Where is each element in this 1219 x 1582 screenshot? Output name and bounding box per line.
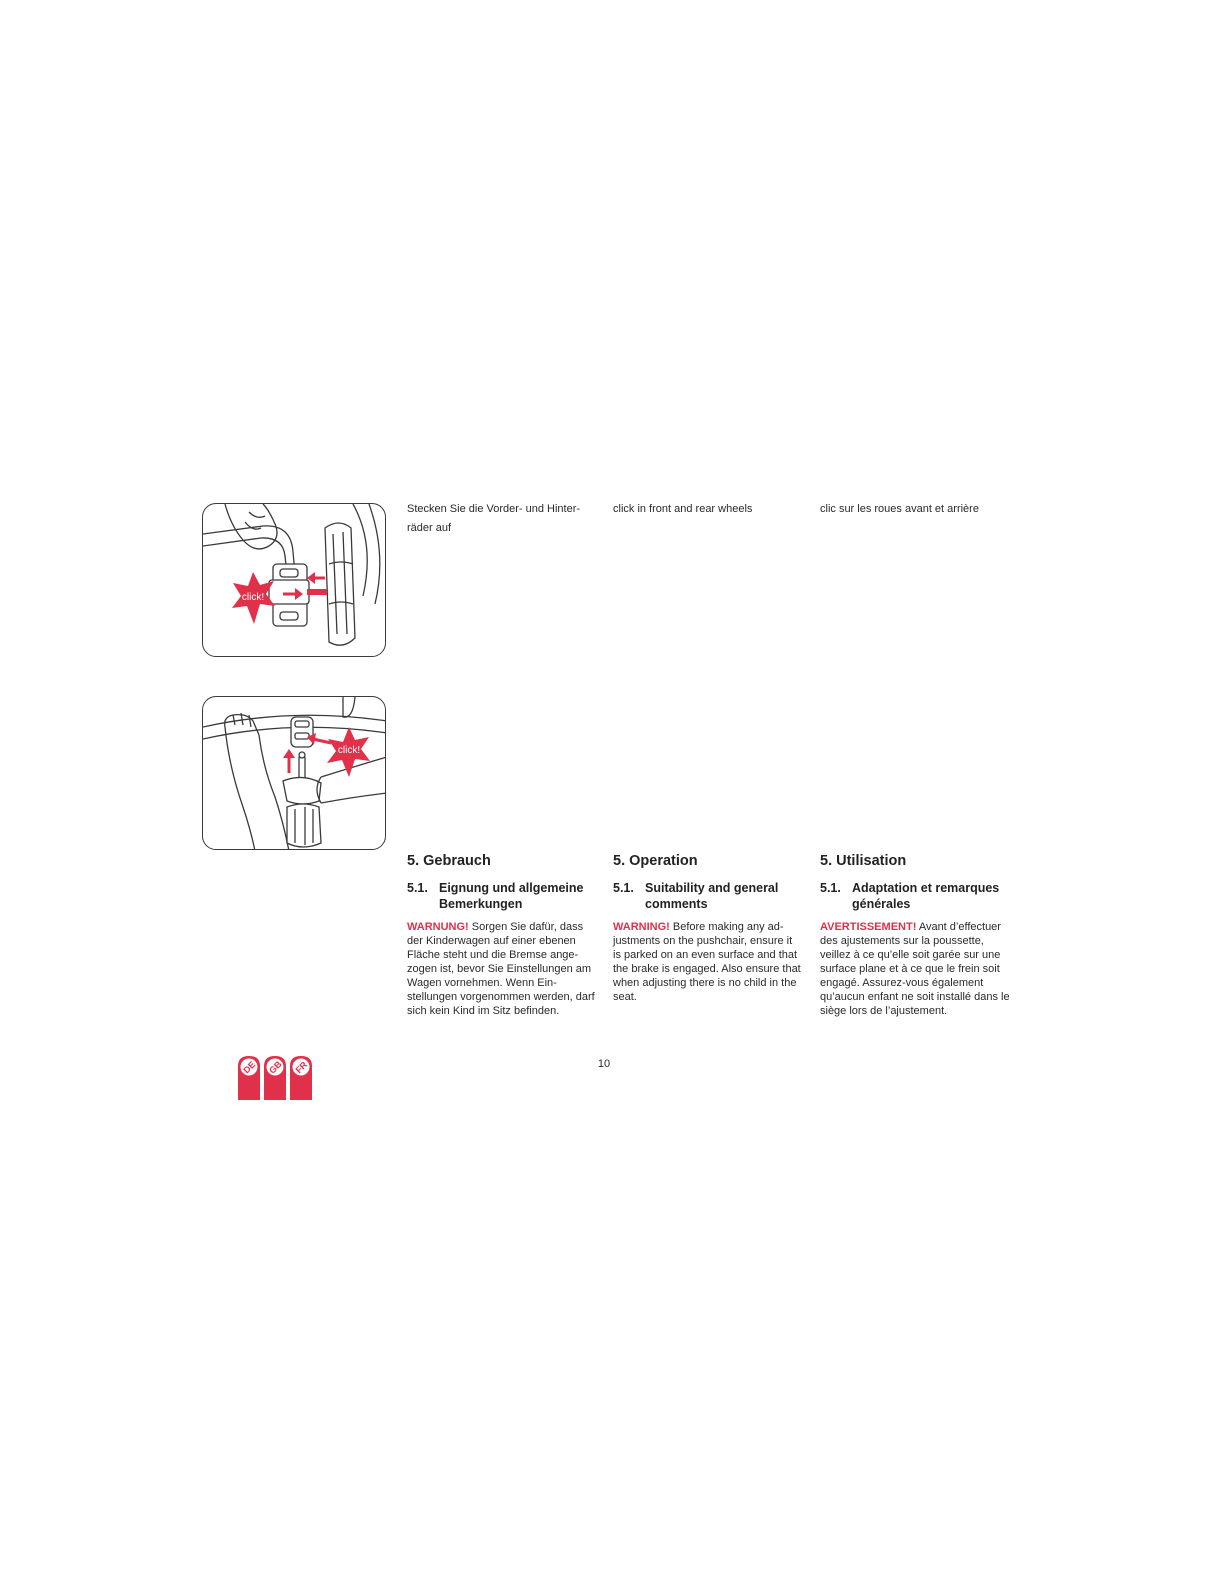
click-label: click! [241, 592, 265, 603]
warning-paragraph [613, 920, 803, 1004]
subsection-heading [820, 880, 1010, 912]
section-heading: 5. Utilisation [820, 853, 907, 869]
language-tabs-graphic [237, 1054, 317, 1100]
subsection-title: Eignung und allgemeine Bemerkungen [439, 881, 584, 911]
section-gb [613, 851, 803, 1004]
subsection-heading [407, 880, 597, 912]
warning-paragraph [407, 920, 597, 1018]
page-number: 10 [597, 1058, 611, 1070]
section-fr [820, 851, 1010, 1018]
caption-fr: clic sur les roues avant et arrière [820, 503, 979, 515]
subsection-heading [613, 880, 803, 912]
warning-text: Sorgen Sie dafür, dass der Kinderwagen auf einer ebenen Fläche steht und die Bremse ange-zogen ist, bevor Sie Einstellungen am Wagen vornehmen. Wenn Ein-stellungen vorgenommen werden, darf sich kein Kind im Sitz befinden. [407, 921, 595, 1017]
warning-label: WARNING! [613, 921, 670, 933]
warning-label: WARNUNG! [407, 921, 469, 933]
section-heading: 5. Operation [613, 853, 698, 869]
language-tab-label: DE [241, 1059, 258, 1076]
caption-de: Stecken Sie die Vorder- und Hinter-räder auf [407, 503, 581, 534]
wheel-attach-illustration [203, 504, 386, 657]
language-tab-de [238, 1056, 260, 1100]
language-tabs [237, 1054, 317, 1105]
language-tab-label: FR [293, 1059, 310, 1076]
language-tab-fr [290, 1056, 312, 1100]
figure-front-wheel-attach [202, 503, 386, 657]
section-de [407, 851, 597, 1018]
section-heading: 5. Gebrauch [407, 853, 491, 869]
figure-rear-wheel-attach [202, 696, 386, 850]
language-tab-gb [264, 1056, 286, 1100]
warning-paragraph [820, 920, 1010, 1018]
warning-label: AVERTISSEMENT! [820, 921, 917, 933]
caption-gb: click in front and rear wheels [613, 503, 753, 515]
subsection-title: Adaptation et remarques générales [852, 881, 1000, 911]
warning-text: Avant d’effectuer des ajustements sur la poussette, veillez à ce qu’elle soit garée sur une surface plane et à ce que le frein soit engagé. Assurez-vous également qu’aucun enfant ne soit installé dans le siège lors de l’ajustement. [820, 921, 1010, 1017]
subsection-title: Suitability and general comments [645, 881, 779, 911]
rear-wheel-attach-illustration [203, 697, 386, 850]
subsection-number: 5.1. [820, 881, 841, 895]
click-label: click! [337, 745, 361, 756]
subsection-number: 5.1. [613, 881, 634, 895]
subsection-number: 5.1. [407, 881, 428, 895]
warning-text: Before making any ad-justments on the pushchair, ensure it is parked on an even surface and that the brake is engaged. Also ensure that when adjusting there is no child in the seat. [613, 921, 801, 1003]
language-tab-label: GB [267, 1059, 284, 1076]
